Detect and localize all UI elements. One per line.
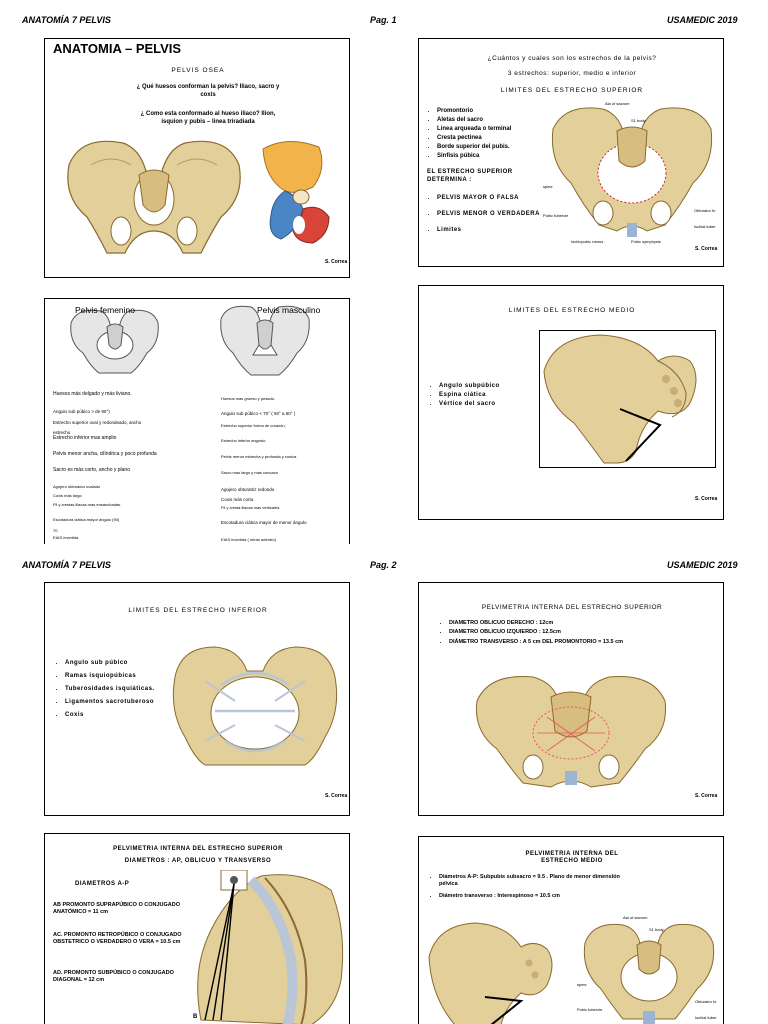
list-item: • Angulo subpúbico bbox=[439, 382, 549, 390]
slide-heading-2: ESTRECHO MEDIO bbox=[541, 858, 603, 864]
list-item: • Aletas del sacro bbox=[437, 116, 562, 124]
male-trait: Angulo sub púbico < 70° ( 50° a 60° ) bbox=[221, 411, 296, 416]
slide-heading: LIMITES DEL ESTRECHO MEDIO bbox=[508, 307, 636, 314]
list-item: • Coxis bbox=[65, 711, 185, 719]
list-item: • Cresta pectinea bbox=[437, 134, 562, 142]
male-trait: Agujero obturatriz redondo bbox=[221, 487, 275, 492]
slide-heading: LIMITES DEL ESTRECHO SUPERIOR bbox=[500, 87, 644, 94]
limits-list bbox=[429, 382, 549, 409]
list-item: • Angulo sub púbico bbox=[65, 659, 185, 667]
figure-frame bbox=[539, 330, 716, 468]
label-ischial-tuber: Ischial tuber bbox=[694, 224, 716, 229]
label-ala-sacrum: Ala of sacrum bbox=[605, 101, 630, 106]
page-header-left: ANATOMÍA 7 PELVIS bbox=[22, 15, 111, 25]
male-trait: Coxis más corto. bbox=[221, 497, 255, 502]
slide-footer: S. Correa bbox=[695, 793, 718, 799]
list-item: • PELVIS MENOR O VERDADERA bbox=[437, 210, 547, 218]
female-trait-cont: estrecho bbox=[53, 430, 71, 435]
label-ala-sacrum: Ala of sacrum bbox=[623, 915, 648, 920]
label-spine: spine bbox=[543, 184, 553, 189]
page-number: Pag. 1 bbox=[370, 15, 397, 25]
list-item: • Diámetro transverso : Interespinoso = 10.5 cm bbox=[439, 893, 639, 900]
page-header-left: ANATOMÍA 7 PELVIS bbox=[22, 560, 111, 570]
list-item: • Espina ciática bbox=[439, 391, 549, 399]
question-bones: ¿ Qué huesos conforman la pelvis? Iliaco, sacro y coxis bbox=[136, 84, 280, 98]
lateral-pelvis-illustration bbox=[425, 917, 560, 1024]
slide-estrecho-inferior bbox=[44, 582, 350, 816]
page-number: Pag. 2 bbox=[370, 560, 397, 570]
female-trait: EIAS invertida bbox=[53, 535, 79, 540]
female-trait: Fil y crestas iliacas mas ensanchadas. bbox=[53, 502, 122, 507]
slide-footer: S. Correa bbox=[695, 496, 718, 502]
label-spine: spine bbox=[577, 982, 587, 987]
female-trait: Escotadura ciática mayor ángulo (90) bbox=[53, 517, 120, 522]
label-pubic-tubercle: Pubic tubercle bbox=[577, 1007, 603, 1012]
male-trait: Escotadura ciática mayor de menor ángulo bbox=[221, 520, 307, 525]
slide-estrecho-medio bbox=[418, 285, 724, 520]
label-symphysis: Pubic symphysis bbox=[631, 239, 661, 244]
label-obturator: Obturator fo bbox=[694, 208, 716, 213]
male-trait: Estrecho inferior angosto bbox=[221, 438, 266, 443]
male-trait: EIAS invertida ( miran adentro) bbox=[221, 537, 276, 542]
diameter-item: AC. PROMONTO RETROPÚBICO O CONJUGADO OBSTETRICO O VERDADERO O VERA = 10.5 cm bbox=[53, 932, 182, 946]
page-header-right: USAMEDIC 2019 bbox=[667, 15, 738, 25]
slide-heading: PELVIMETRIA INTERNA DEL ESTRECHO SUPERIOR bbox=[113, 846, 283, 852]
diameters-list bbox=[429, 874, 639, 901]
list-item: • Vértice del sacro bbox=[439, 400, 549, 408]
slide-footer: S. Correa bbox=[695, 246, 718, 252]
slide-heading: PELVIMETRIA INTERNA DEL ESTRECHO SUPERIOR bbox=[481, 604, 663, 611]
ap-label: DIAMETROS A-P bbox=[75, 881, 130, 887]
slide-subtitle: PELVIS OSEA bbox=[171, 67, 225, 74]
female-trait: Coxis más largo bbox=[53, 493, 82, 498]
list-item: • Sinfisis púbica bbox=[437, 152, 562, 160]
sagittal-pelvis-illustration bbox=[191, 870, 349, 1024]
male-trait: Fil y cresta iliacas mas verticales. bbox=[221, 505, 281, 510]
diameters-list bbox=[439, 620, 724, 647]
female-trait-cont: 70 bbox=[53, 528, 58, 533]
label-pubic-tubercle: Pubic tubercle bbox=[543, 213, 569, 218]
page-header-right: USAMEDIC 2019 bbox=[667, 560, 738, 570]
list-item: • Ramas isquiopúbicas bbox=[65, 672, 185, 680]
slide-footer: S. Correa bbox=[325, 259, 348, 265]
female-pelvis-label: Pelvis femenino bbox=[75, 305, 136, 315]
slide-pelvimetria-medio bbox=[418, 836, 724, 1024]
list-item: • PELVIS MAYOR O FALSA bbox=[437, 194, 547, 202]
slide-heading: PELVIMETRIA INTERNA DEL bbox=[525, 851, 619, 857]
point-b-label: B bbox=[193, 1014, 198, 1020]
male-trait: Huesos mas grueso y pesado. bbox=[221, 396, 276, 401]
pelvis-bone-illustration bbox=[61, 135, 247, 263]
male-trait: Sacro mas largo y más cóncavo bbox=[221, 470, 278, 475]
female-trait: Huesos más delgado y más liviano. bbox=[53, 391, 132, 397]
diameter-item: AB PROMONTO SUPRAPÚBICO O CONJUGADO ANATÓMICO = 11 cm bbox=[53, 902, 181, 916]
list-item: • Tuberosidades isquiáticas. bbox=[65, 685, 185, 693]
slide-heading: LIMITES DEL ESTRECHO INFERIOR bbox=[128, 607, 268, 614]
pelvis-diameters-illustration bbox=[471, 671, 671, 791]
list-item: • Linea arqueada o terminal bbox=[437, 125, 562, 133]
slide-anatomia-pelvis bbox=[44, 38, 350, 278]
female-trait: Agujero obturador ovalado bbox=[53, 484, 101, 489]
female-trait: Pelvis menor ancha, cilíndrica y poco profunda bbox=[53, 451, 157, 457]
slide-question: ¿Cuántos y cuales son los estrechos de la pelvis? bbox=[487, 55, 657, 62]
diameter-item: AD. PROMONTO SUBPÚBICO O CONJUGADO DIAGONAL = 12 cm bbox=[53, 970, 174, 984]
female-trait: Estrecho inferior mas amplio bbox=[53, 435, 117, 441]
slide-pelvis-comparison bbox=[44, 298, 350, 544]
list-item: • Borde superior del pubis. bbox=[437, 143, 562, 151]
slide-pelvimetria-superior bbox=[418, 582, 724, 816]
list-item: • Promontorio bbox=[437, 107, 562, 115]
list-item: • Limites bbox=[437, 226, 547, 234]
pelvis-inferior-illustration bbox=[165, 641, 345, 769]
slide-note: EL ESTRECHO SUPERIOR DETERMINA : bbox=[427, 169, 513, 183]
label-s1-body: S1 body bbox=[631, 118, 646, 123]
male-trait: Pelvis menor estrecha y profunda y conica bbox=[221, 454, 297, 459]
male-pelvis-label: Pelvis masculino bbox=[257, 305, 321, 315]
limits-list bbox=[427, 107, 562, 162]
slide-footer: S. Correa bbox=[325, 793, 348, 799]
list-item: • DIAMETRO OBLICUO DERECHO : 12cm bbox=[449, 620, 724, 627]
list-item: • Ligamentos sacrotuberoso bbox=[65, 698, 185, 706]
slide-estrechos-pelvis bbox=[418, 38, 724, 267]
pelvis-superior-illustration bbox=[547, 101, 717, 251]
slide-subheading: DIAMETROS : AP, OBLICUO Y TRANSVERSO bbox=[124, 858, 272, 864]
slide-pelvimetria-ap bbox=[44, 833, 350, 1024]
hip-bone-colored-illustration bbox=[257, 139, 337, 249]
slide-answer: 3 estrechos: superior, medio e inferior bbox=[507, 70, 637, 77]
male-trait: Estrecho superior forma de corazón, bbox=[221, 423, 286, 428]
female-trait: Estrecho superior oval y redondeado, ancho bbox=[53, 420, 142, 425]
female-trait: Angulo sub púbico > de 90°) bbox=[53, 409, 110, 414]
female-trait: Sacro es más corto, ancho y plano bbox=[53, 467, 130, 473]
label-obturator: Obturator fo bbox=[695, 999, 717, 1004]
slide-title: ANATOMIA – PELVIS bbox=[53, 41, 182, 56]
label-s1-body: S1 body bbox=[649, 927, 664, 932]
label-ischiopubic: Ischiopubic ramus bbox=[571, 239, 604, 244]
list-item: • DIAMETRO OBLICUO IZQUIERDO : 12.5cm bbox=[449, 629, 724, 636]
lateral-pelvis-illustration bbox=[540, 331, 715, 467]
label-ischial-tuber: Ischial tuber bbox=[695, 1015, 717, 1020]
question-iliac: ¿ Como esta conformado al hueso iliaco? Ilion, isquion y pubis – linea triradiada bbox=[140, 111, 276, 125]
list-item: • DIÁMETRO TRANSVERSO : A 5 cm DEL PROMONTORIO = 13.5 cm bbox=[449, 639, 724, 646]
determines-list bbox=[427, 194, 547, 235]
list-item: • Diámetros A-P: Subpubis subsacro = 9.5 . Plano de menor dimensión pélvica bbox=[439, 874, 639, 889]
